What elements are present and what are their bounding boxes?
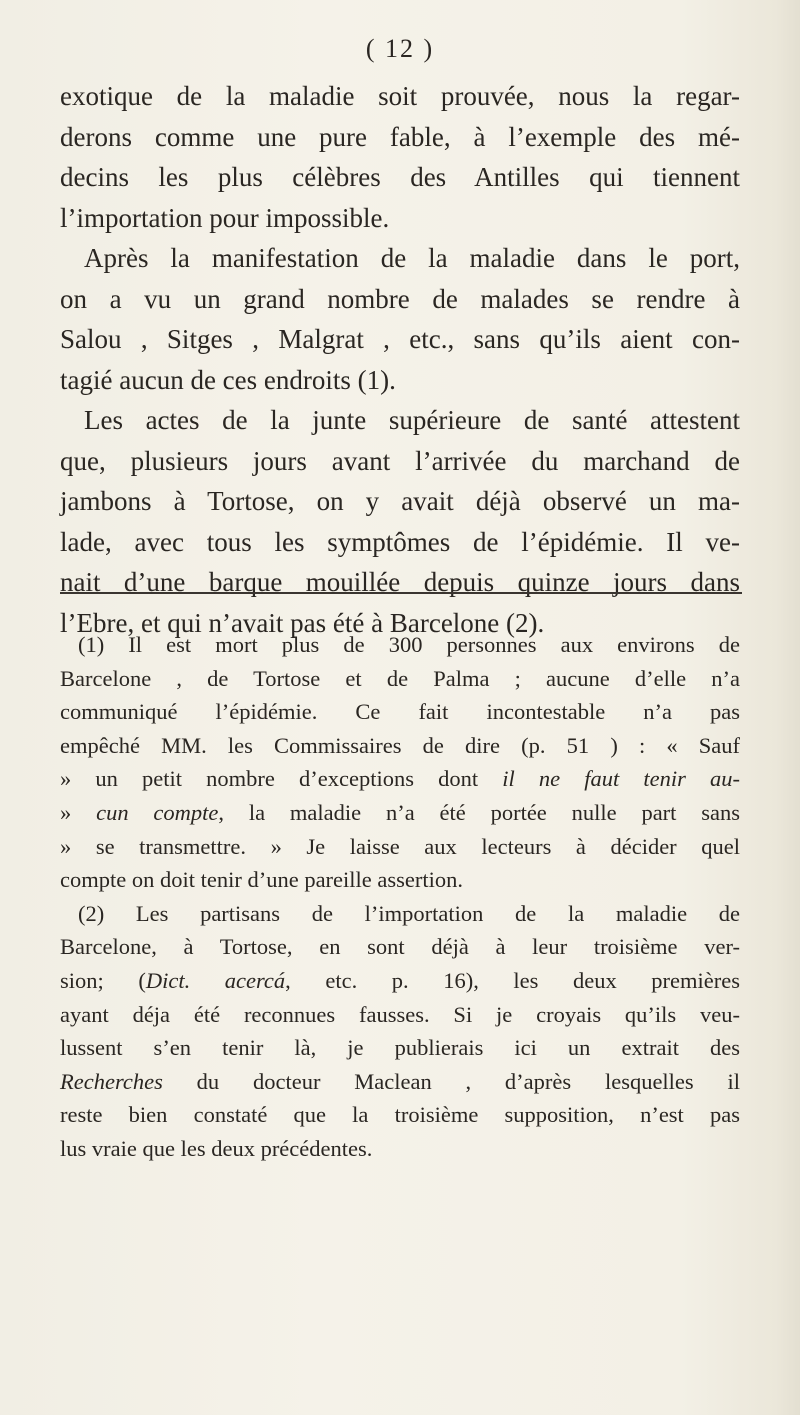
page-number: ( 12 )	[365, 34, 435, 63]
footnote-2-line: (2) Les partisans de l’importation de la maladie de	[78, 900, 740, 926]
footnote-1-line: » se transmettre. » Je laisse aux lecteurs à décider quel	[60, 833, 740, 859]
footnote-2-line: ayant déja été reconnues fausses. Si je croyais qu’ils veu-	[60, 1001, 740, 1027]
text-line: jambons à Tortose, on y avait déjà observé un ma-	[60, 486, 740, 516]
footnote-1-line: empêché MM. les Commissaires de dire (p. 51 ) : « Sauf	[60, 732, 740, 758]
footnote-2-line: reste bien constaté que la troisième supposition, n’est pas	[60, 1102, 740, 1128]
footnote-italic-text: Dict. acercá	[145, 967, 286, 993]
footnotes	[60, 628, 740, 1166]
text-line: nait d’une barque mouillée depuis quinze jours dans	[60, 567, 740, 597]
footnote-2-line: lussent s’en tenir là, je publierais ici un extrait des	[60, 1035, 740, 1061]
text-line: Les actes de la junte supérieure de santé attestent	[84, 405, 740, 435]
main-text	[60, 76, 740, 643]
text-line: l’importation pour impossible.	[60, 202, 390, 233]
text-line: on a vu un grand nombre de malades se rendre à	[60, 283, 740, 314]
footnote-1-line: Barcelone , de Tortose et de Palma ; aucune d’elle n’a	[60, 665, 740, 691]
footnote-italic-text: il ne faut tenir au-	[502, 766, 740, 792]
footnote-text: , etc. p. 16), les deux premières	[285, 967, 740, 993]
text-line: decins les plus célèbres des Antilles qui tiennent	[60, 162, 740, 192]
footnote-2-line	[60, 964, 740, 998]
text-line: que, plusieurs jours avant l’arrivée du marchand de	[60, 445, 740, 476]
text-line: lade, avec tous les symptômes de l’épidémie. Il ve-	[60, 526, 740, 557]
footnote-1-line: (1) Il est mort plus de 300 personnes aux environs de	[78, 632, 740, 657]
footnote-italic-text: Recherches	[60, 1068, 163, 1094]
footnote-text: , la maladie n’a été portée nulle part sans	[218, 799, 741, 825]
footnote-text: » un petit nombre d’exceptions dont	[60, 766, 503, 792]
footnote-1-line: compte on doit tenir d’une pareille assertion.	[60, 867, 464, 893]
text-line: tagié aucun de ces endroits (1).	[60, 364, 396, 395]
footnote-text: du docteur Maclean , d’après lesquelles il	[162, 1068, 740, 1094]
footnote-2-line: Barcelone, à Tortose, en sont déjà à leur troisième ver-	[60, 934, 740, 960]
footnote-text: sion; (	[60, 967, 146, 993]
text-line: exotique de la maladie soit prouvée, nous la regar-	[60, 81, 740, 111]
text-line: Salou , Sitges , Malgrat , etc., sans qu’ils aient con-	[60, 324, 740, 354]
footnote-text: »	[60, 799, 97, 825]
text-line: l’Ebre, et qui n’avait pas été à Barcelone (2).	[60, 607, 545, 638]
text-line: Après la manifestation de la maladie dans le port,	[84, 243, 740, 273]
footnote-1-line	[60, 762, 740, 796]
footnote-italic-text: cun compte	[96, 799, 219, 825]
footnote-1-line: communiqué l’épidémie. Ce fait incontestable n’a pas	[60, 699, 740, 725]
footnote-2-line	[60, 1065, 740, 1099]
footnote-1-line	[60, 796, 740, 830]
footnote-separator	[60, 592, 742, 594]
footnote-2-line: lus vraie que les deux précédentes.	[60, 1135, 373, 1161]
text-line: derons comme une pure fable, à l’exemple des mé-	[60, 121, 740, 152]
